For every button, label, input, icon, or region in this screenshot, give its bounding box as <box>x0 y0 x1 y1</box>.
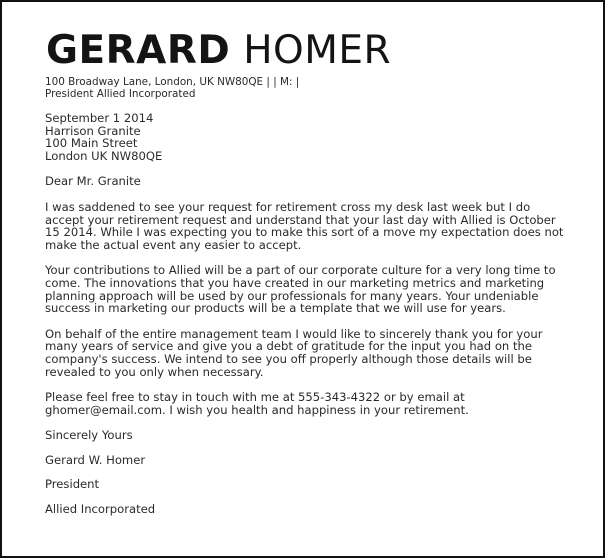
recipient-name: Harrison Granite <box>45 123 141 138</box>
body-paragraph-1: I was saddened to see your request for retirement cross my desk last week but I do accept your retirement request and understand that your last day with Allied is October 15 2014. While I was expecting you to make this sort of a move my expectation does not make the actual event any easier to accept. <box>45 199 564 252</box>
signer-company: Allied Incorporated <box>45 502 156 517</box>
letter-date: September 1 2014 <box>45 111 154 125</box>
sender-last-name: HOMER <box>243 28 392 73</box>
recipient-street: 100 Main Street <box>45 136 138 151</box>
sender-first-name: GERARD <box>46 28 231 73</box>
valediction: Sincerely Yours <box>45 428 133 443</box>
letter-content <box>45 28 565 517</box>
signer-title: President <box>45 477 100 492</box>
body-paragraph-4: Please feel free to stay in touch with me at 555-343-4322 or by email at ghomer@email.com. I wish you health and happiness in your retirement. <box>45 390 469 417</box>
body-paragraph-2: Your contributions to Allied will be a part of our corporate culture for a very long time to come. The innovations that you have created in our marketing metrics and marketing planning approach will be used by our professionals for many years. Your undeniable success in marketing our products will be a template that we will use for years. <box>45 263 556 316</box>
sender-name <box>46 28 565 73</box>
signer-name: Gerard W. Homer <box>45 452 146 467</box>
sender-title-line: President Allied Incorporated <box>45 88 196 100</box>
recipient-block <box>45 112 565 162</box>
body-paragraph-3: On behalf of the entire management team I would like to sincerely thank you for your many years of service and give you a debt of gratitude for the input you had on the company's success. We intend to see you off properly although those details will be revealed to you only when necessary. <box>45 326 543 379</box>
sender-contact-line: 100 Broadway Lane, London, UK NW80QE | | M: | <box>45 76 300 88</box>
salutation: Dear Mr. Granite <box>45 174 141 189</box>
recipient-city: London UK NW80QE <box>45 148 163 163</box>
